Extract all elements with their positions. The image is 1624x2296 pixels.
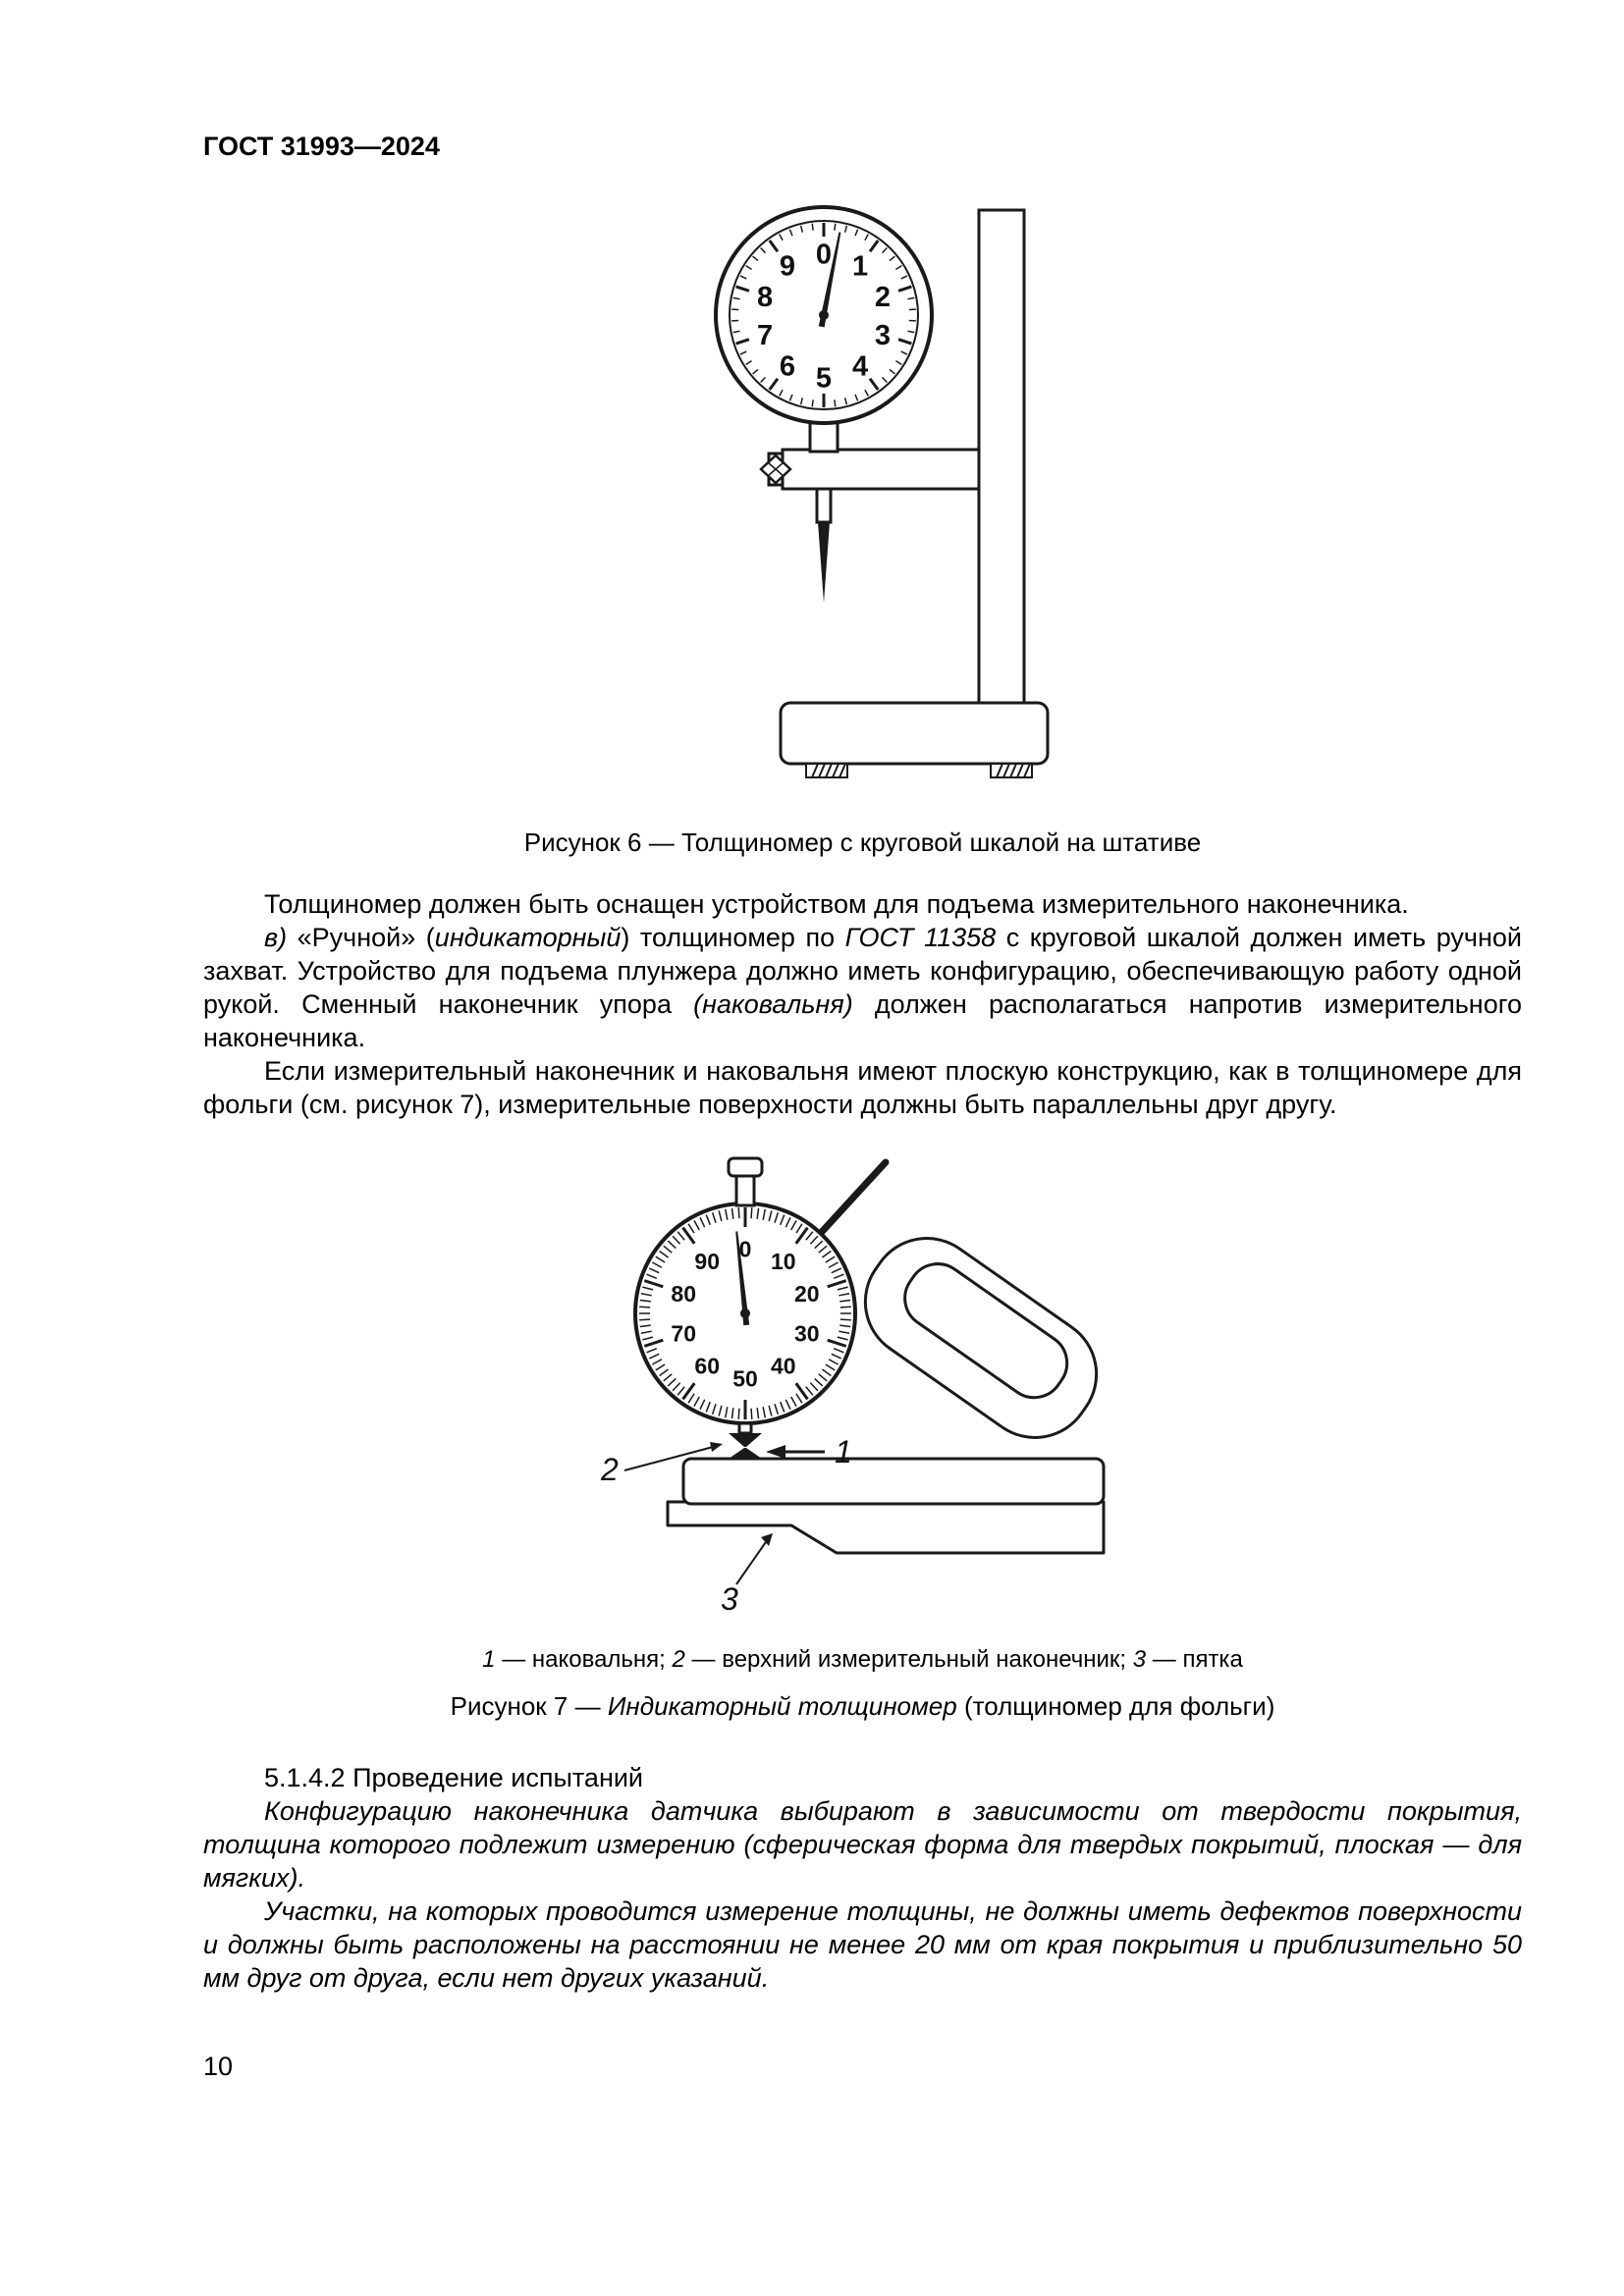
dial-number: 8 (756, 281, 773, 313)
stand-base (781, 703, 1048, 764)
text-segment: должен располагаться напротив измерительного наконечника. (203, 989, 1522, 1052)
dial-number: 50 (731, 1365, 758, 1392)
legend-number: 2 (672, 1646, 685, 1673)
dial-tick (839, 1307, 850, 1308)
dial-number: 0 (815, 239, 832, 271)
dial-number: 80 (670, 1280, 696, 1307)
text-segment: (наковальня) (693, 989, 853, 1019)
dial-number: 7 (756, 319, 773, 351)
spindle (739, 1423, 751, 1433)
text-segment: ГОСТ 11358 (844, 923, 997, 952)
document-header: ГОСТ 31993—2024 (203, 132, 440, 161)
dial-tick (812, 400, 813, 406)
frame-bar (683, 1459, 1104, 1504)
text-segment: с круговой шкалой должен иметь ручной захват. Устройство для подъема плунжера должно иметь конфигурацию, обеспечивающую работу одной рукой. Сменный наконечник упора (203, 923, 1522, 1019)
callout-label-1: 1 (834, 1434, 852, 1469)
text-segment: ) толщиномер по (621, 923, 845, 952)
paragraph-tip-configuration: Конфигурацию наконечника датчика выбирают в зависимости от твердости покрытия, толщина которого подлежит измерению (сферическая форма для твердых покрытий, плоская — для мягких). (203, 1796, 1522, 1893)
caption-text-italic: Индикаторный толщиномер (607, 1691, 957, 1721)
handle (842, 1216, 1118, 1460)
caption-text: Рисунок 7 — (450, 1691, 608, 1721)
paragraph-manual-gauge (203, 921, 1522, 1054)
dial-tick (751, 1207, 752, 1218)
text-segment: индикаторный (434, 923, 622, 952)
legend-number: 1 (482, 1646, 496, 1673)
dial-number: 0 (738, 1236, 751, 1262)
figure6 (203, 202, 1522, 801)
stand-column (979, 210, 1024, 705)
figure7-drawing (573, 1147, 1123, 1618)
figure7 (203, 1147, 1522, 1618)
dial-number: 2 (874, 281, 891, 313)
dial-number: 60 (693, 1353, 720, 1379)
figure6-drawing (667, 202, 1059, 801)
dial-number: 30 (793, 1320, 820, 1347)
dial-number: 20 (793, 1280, 820, 1307)
section-heading: 5.1.4.2 Проведение испытаний (264, 1763, 644, 1792)
plunger-cap (729, 1158, 762, 1176)
body-text-block (203, 887, 1522, 1121)
dial-tick (639, 1319, 650, 1320)
dial-number: 4 (851, 350, 868, 383)
callout-3 (736, 1533, 773, 1584)
plunger-stem (736, 1174, 754, 1205)
dial-number: 9 (779, 250, 795, 283)
heel (668, 1502, 1104, 1553)
dial-tick (738, 1409, 739, 1419)
dial-tick (639, 1307, 650, 1308)
paragraph-lift-device: Толщиномер должен быть оснащен устройством для подъема измерительного наконечника. (264, 889, 1409, 919)
dial-number: 70 (670, 1320, 696, 1347)
dial-tick (751, 1409, 752, 1419)
paragraph-flat-design: Если измерительный наконечник и наковальня имеют плоскую конструкцию, как в толщиномере для фольги (см. рисунок 7), измерительные поверхности должны быть параллельны друг другу. (203, 1056, 1522, 1119)
dial-number: 6 (779, 350, 795, 383)
contact-point (818, 522, 830, 603)
dial-number: 40 (770, 1353, 796, 1379)
upper-measuring-tip (729, 1433, 762, 1447)
dial-tick (812, 224, 813, 231)
dial-tick (839, 1319, 850, 1320)
paragraph-measurement-areas: Участки, на которых проводится измерение толщины, не должны иметь дефектов поверхности и должны быть расположены на расстоянии не менее 20 мм от края покрытия и приблизительно 50 мм друг от друга, если нет других указаний. (203, 1896, 1522, 1993)
legend-text: — верхний измерительный наконечник; (684, 1646, 1133, 1673)
dial-number: 1 (851, 250, 868, 283)
dial-number: 5 (815, 362, 832, 395)
callout-label-3: 3 (720, 1581, 738, 1617)
dial-number: 3 (874, 319, 891, 351)
dial-tick (738, 1207, 739, 1218)
legend-text: — наковальня; (495, 1646, 673, 1673)
legend-text: — пятка (1146, 1646, 1243, 1673)
stand-foot-left (806, 764, 847, 777)
figure6-caption: Рисунок 6 — Толщиномер с круговой шкалой на штативе (523, 828, 1202, 857)
figure7-legend (203, 1645, 1522, 1675)
dial-tick (834, 224, 835, 231)
anvil (729, 1448, 762, 1459)
lifting-lever (821, 1162, 886, 1233)
stand-arm (783, 450, 979, 489)
stand-foot-right (991, 764, 1032, 777)
gauge-stem (817, 489, 831, 522)
dial-tick (834, 400, 835, 406)
text-segment: в) (264, 923, 288, 952)
legend-number: 3 (1132, 1646, 1147, 1673)
callout-label-2: 2 (600, 1452, 619, 1487)
page-number: 10 (203, 2052, 234, 2081)
callout-1 (766, 1445, 825, 1459)
dial-number: 90 (693, 1248, 720, 1274)
caption-text: (толщиномер для фольги) (956, 1691, 1275, 1721)
text-segment: «Ручной» ( (287, 923, 435, 952)
dial-number: 10 (770, 1248, 796, 1274)
figure7-caption (203, 1690, 1522, 1722)
